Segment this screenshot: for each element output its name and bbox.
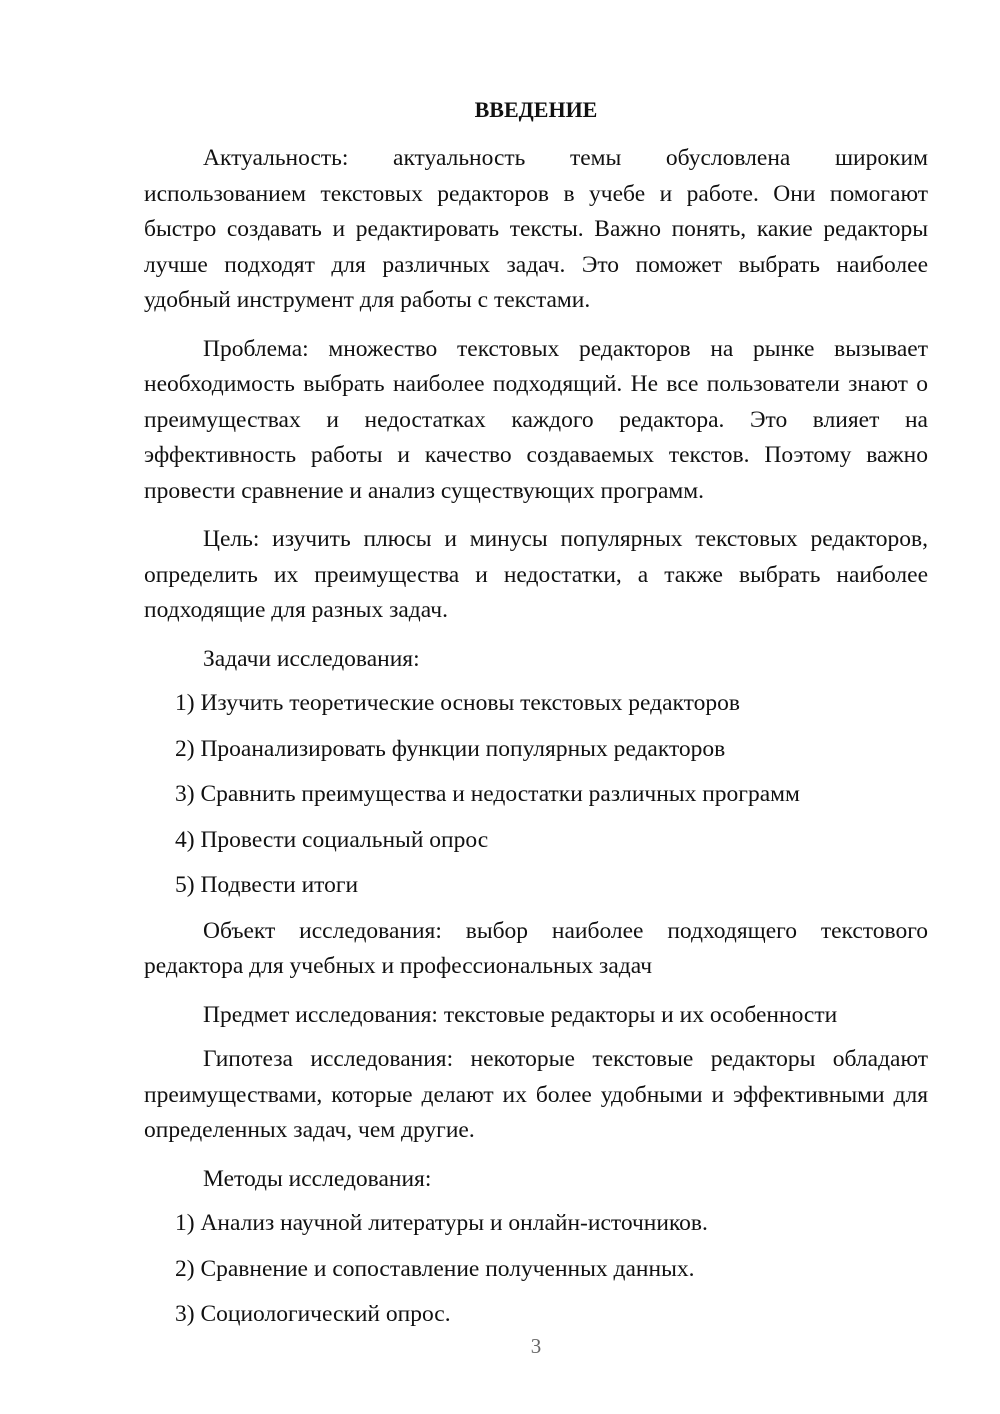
- hypothesis-paragraph: Гипотеза исследования: некоторые текстовые редакторы обладают преимуществами, которые делают их более удобными и эффективными для определенных задач, чем другие.: [144, 1046, 928, 1143]
- tasks-heading: Задачи исследования:: [203, 645, 420, 672]
- subject-paragraph: Предмет исследования: текстовые редакторы и их особенности: [203, 1001, 838, 1028]
- list-item: 2) Проанализировать функции популярных редакторов: [175, 735, 726, 762]
- tasks-list: [144, 686, 928, 904]
- list-item: 3) Социологический опрос.: [175, 1301, 451, 1327]
- list-item: 3) Сравнить преимущества и недостатки различных программ: [175, 781, 800, 807]
- list-item: 1) Анализ научной литературы и онлайн-источников.: [175, 1210, 708, 1236]
- page-content: [144, 92, 928, 1343]
- page-number: 3: [530, 1334, 542, 1358]
- list-item: 5) Подвести итоги: [175, 872, 359, 898]
- object-paragraph: Объект исследования: выбор наиболее подходящего текстового редактора для учебных и профессиональных задач: [144, 917, 928, 979]
- list-item: 1) Изучить теоретические основы текстовых редакторов: [175, 690, 740, 716]
- relevance-paragraph: Актуальность: актуальность темы обусловлена широким использованием текстовых редакторов в учебе и работе. Они помогают быстро создавать и редактировать тексты. Важно понять, какие редакторы лучше подходят для различных задач. Это поможет выбрать наиболее удобный инструмент для работы с текстами.: [144, 145, 928, 313]
- goal-paragraph: Цель: изучить плюсы и минусы популярных текстовых редакторов, определить их преимущества и недостатки, а также выбрать наиболее подходящие для разных задач.: [144, 526, 928, 623]
- problem-paragraph: Проблема: множество текстовых редакторов на рынке вызывает необходимость выбрать наиболее подходящий. Не все пользователи знают о преимуществах и недостатках каждого редактора. Это влияет на эффективность работы и качество создаваемых текстов. Поэтому важно провести сравнение и анализ существующих программ.: [144, 335, 928, 504]
- methods-heading: Методы исследования:: [203, 1165, 432, 1192]
- list-item: 4) Провести социальный опрос: [175, 826, 489, 853]
- list-item: 2) Сравнение и сопоставление полученных данных.: [175, 1255, 695, 1282]
- methods-list: [144, 1206, 928, 1333]
- section-title: ВВЕДЕНИЕ: [474, 97, 598, 122]
